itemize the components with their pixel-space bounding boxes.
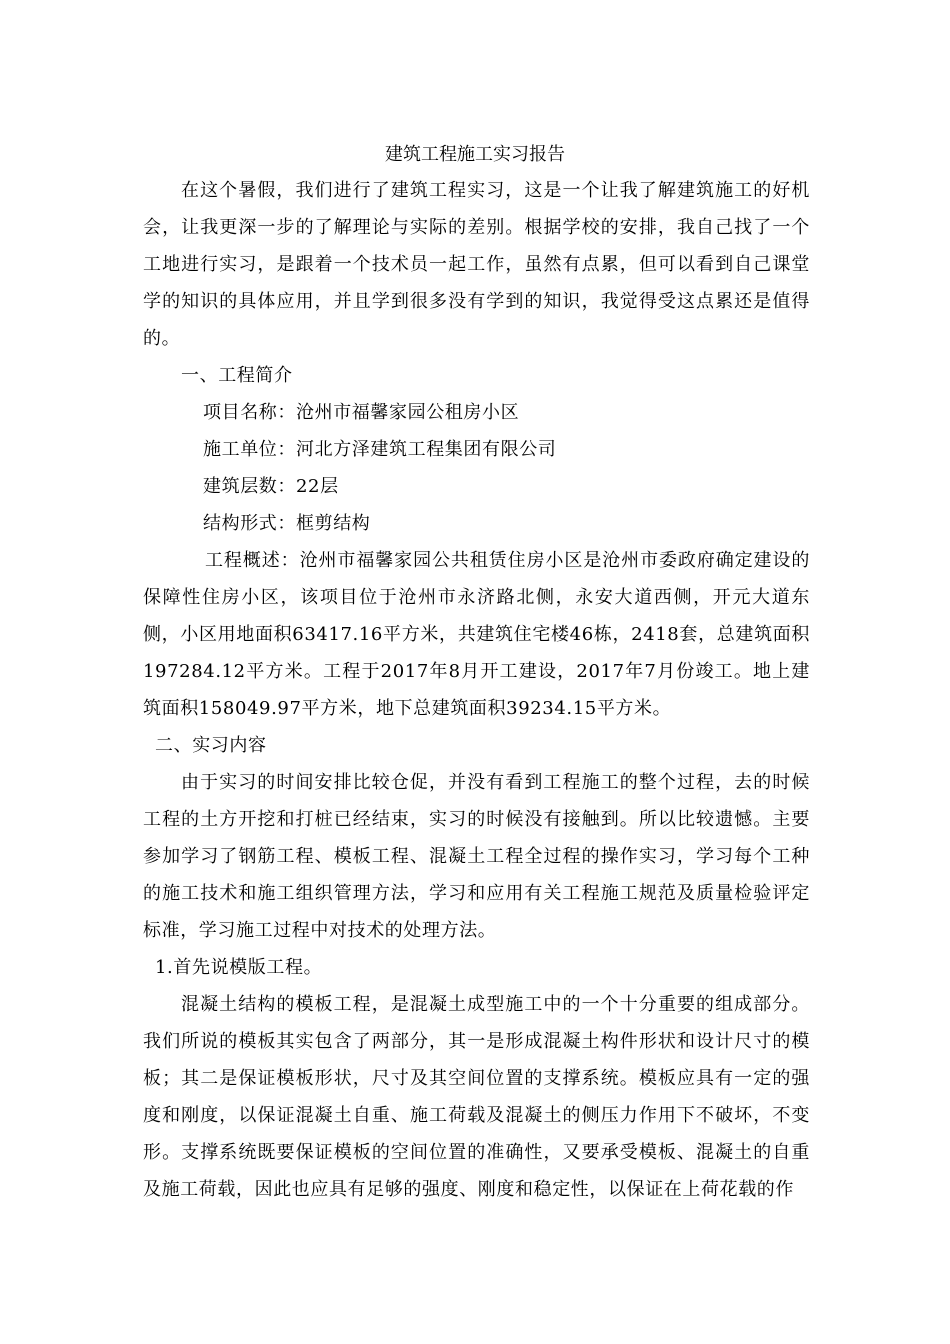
- floors-line: 建筑层数：22层: [203, 476, 339, 497]
- contractor-line: 施工单位：河北方泽建筑工程集团有限公司: [203, 439, 557, 460]
- structure-line: 结构形式：框剪结构: [203, 513, 371, 534]
- subsection-heading-formwork: 1.首先说模版工程。: [155, 957, 323, 978]
- document-body: [143, 172, 810, 1208]
- document-title: 建筑工程施工实习报告: [385, 144, 565, 165]
- project-overview-paragraph: 工程概述：沧州市福馨家园公共租赁住房小区是沧州市委政府确定建设的保障性住房小区，该项目位于沧州市永济路北侧，永安大道西侧，开元大道东侧，小区用地面积63417.16平方米，共建筑住宅楼46栋，2418套，总建筑面积197284.12平方米。工程于2017年8月开工建设，2017年7月份竣工。地上建筑面积158049.97平方米，地下总建筑面积39234.15平方米。: [143, 550, 810, 719]
- section-heading-overview: 一、工程简介: [181, 365, 293, 386]
- section-heading-content: 二、实习内容: [155, 735, 267, 756]
- intro-paragraph: 在这个暑假，我们进行了建筑工程实习，这是一个让我了解建筑施工的好机会，让我更深一步的了解理论与实际的差别。根据学校的安排，我自己找了一个工地进行实习，是跟着一个技术员一起工作，虽然有点累，但可以看到自己课堂学的知识的具体应用，并且学到很多没有学到的知识，我觉得受这点累还是值得的。: [143, 180, 810, 349]
- internship-content-paragraph: 由于实习的时间安排比较仓促，并没有看到工程施工的整个过程，去的时候工程的土方开挖和打桩已经结束，实习的时候没有接触到。所以比较遗憾。主要参加学习了钢筋工程、模板工程、混凝土工程全过程的操作实习，学习每个工种的施工技术和施工组织管理方法，学习和应用有关工程施工规范及质量检验评定标准，学习施工过程中对技术的处理方法。: [143, 772, 810, 941]
- formwork-paragraph: 混凝土结构的模板工程，是混凝土成型施工中的一个十分重要的组成部分。我们所说的模板其实包含了两部分，其一是形成混凝土构件形状和设计尺寸的模板；其二是保证模板形状，尺寸及其空间位置的支撑系统。模板应具有一定的强度和刚度，以保证混凝土自重、施工荷载及混凝土的侧压力作用下不破坏，不变形。支撑系统既要保证模板的空间位置的准确性，又要承受模板、混凝土的自重及施工荷载，因此也应具有足够的强度、刚度和稳定性，以保证在上荷花载的作: [143, 994, 810, 1200]
- project-name-line: 项目名称：沧州市福馨家园公租房小区: [203, 402, 520, 423]
